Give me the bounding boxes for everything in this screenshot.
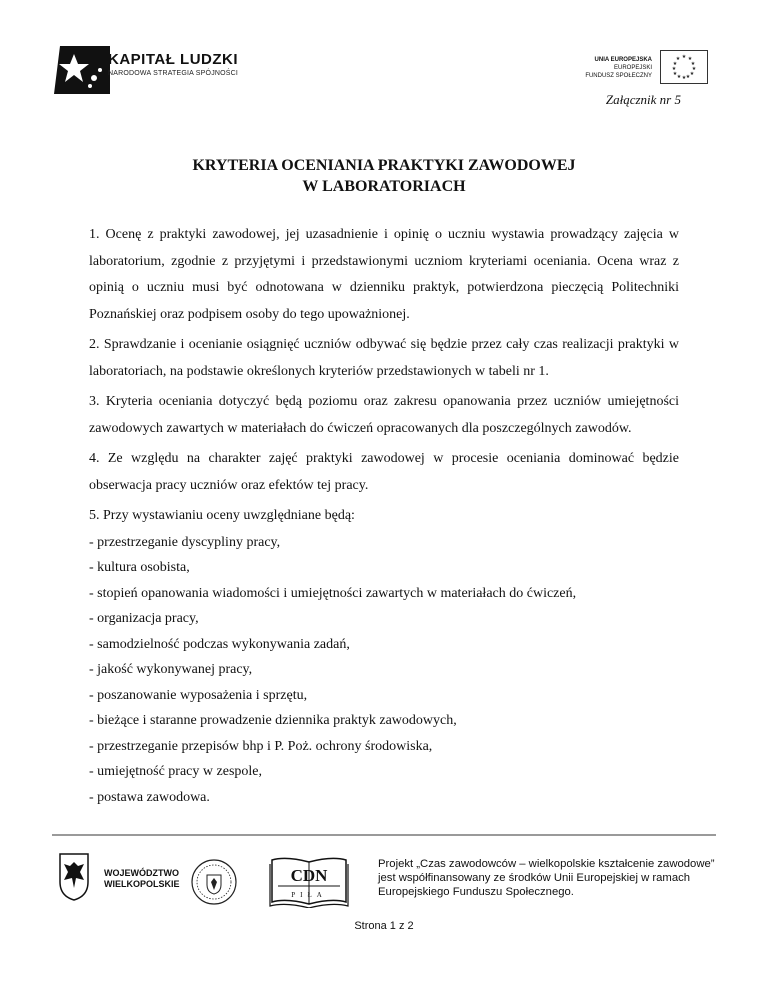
kapital-ludzki-text bbox=[108, 52, 238, 77]
kapital-ludzki-subtitle: NARODOWA STRATEGIA SPÓJNOŚCI bbox=[108, 70, 239, 77]
eu-line-1: UNIA EUROPEJSKA bbox=[594, 57, 652, 63]
svg-text:★: ★ bbox=[676, 74, 682, 80]
title-line-2: W LABORATORIACH bbox=[302, 178, 466, 195]
cdn-text: CDN bbox=[290, 866, 328, 885]
paragraph-5: 5. Przy wystawianiu oceny uwzględniane będą: bbox=[89, 508, 355, 523]
list-item: - umiejętność pracy w zespole, bbox=[89, 764, 262, 779]
wielkopolska-eagle-icon bbox=[56, 852, 92, 902]
cdn-pila-logo bbox=[266, 856, 352, 908]
paragraph-2: 2. Sprawdzanie i ocenianie osiągnięć uczniów odbywać się będzie przez cały czas realizacji praktyki w laboratoriach, na podstawie określonych kryteriów przedstawionych w tabeli nr 1. bbox=[89, 337, 679, 379]
woj-line-1: WOJEWÓDZTWO bbox=[104, 868, 179, 878]
list-item: - jakość wykonywanej pracy, bbox=[89, 662, 253, 677]
svg-text:★: ★ bbox=[687, 56, 693, 62]
cdn-sub-text: PIŁA bbox=[291, 891, 327, 899]
list-item: - bieżące i staranne prowadzenie dziennika praktyk zawodowych, bbox=[89, 713, 457, 728]
eu-line-2: EUROPEJSKI bbox=[613, 65, 652, 71]
project-statement: Projekt „Czas zawodowców – wielkopolskie kształcenie zawodowe” jest współfinansowany ze środków Unii Europejskiej w ramach Europejskiego Funduszu Społecznego. bbox=[378, 858, 715, 898]
list-item: - przestrzeganie przepisów bhp i P. Poż. ochrony środowiska, bbox=[89, 738, 433, 754]
svg-text:★: ★ bbox=[691, 66, 697, 72]
woj-line-2: WIELKOPOLSKIE bbox=[104, 879, 180, 889]
svg-text:★: ★ bbox=[690, 61, 696, 67]
list-item: - kultura osobista, bbox=[89, 560, 190, 575]
kapital-ludzki-logo-icon bbox=[52, 44, 112, 96]
list-item: - organizacja pracy, bbox=[89, 611, 199, 626]
wojewodztwo-text bbox=[104, 868, 180, 890]
annex-label: Załącznik nr 5 bbox=[605, 92, 681, 107]
svg-text:★: ★ bbox=[681, 75, 687, 81]
svg-text:★: ★ bbox=[689, 71, 695, 77]
page-number: Strona 1 z 2 bbox=[354, 920, 414, 932]
document-body bbox=[89, 222, 679, 810]
svg-text:★: ★ bbox=[685, 74, 691, 80]
kapital-ludzki-title: KAPITAŁ LUDZKI bbox=[108, 51, 239, 68]
list-item: - postawa zawodowa. bbox=[89, 789, 210, 805]
list-item: - stopień opanowania wiadomości i umiejętności zawartych w materiałach do ćwiczeń, bbox=[89, 585, 577, 601]
document-title bbox=[0, 155, 768, 197]
footer-divider bbox=[52, 834, 716, 836]
eu-text-block bbox=[585, 56, 652, 80]
round-seal-icon bbox=[189, 857, 239, 907]
svg-text:★: ★ bbox=[672, 61, 678, 67]
svg-text:★: ★ bbox=[681, 54, 687, 60]
svg-text:★: ★ bbox=[672, 71, 678, 77]
list-item: - przestrzeganie dyscypliny pracy, bbox=[89, 534, 281, 550]
svg-text:★: ★ bbox=[671, 66, 677, 72]
list-item: - poszanowanie wyposażenia i sprzętu, bbox=[89, 687, 308, 703]
list-item: - samodzielność podczas wykonywania zadań, bbox=[89, 636, 350, 652]
cdn-book-icon bbox=[266, 856, 352, 908]
paragraph-3: 3. Kryteria oceniania dotyczyć będą poziomu oraz zakresu opanowania przez uczniów umiejętności zawodowych zawartych w materiałach do ćwiczeń opracowanych dla poszczególnych zawodów. bbox=[89, 394, 679, 436]
svg-text:★: ★ bbox=[675, 56, 681, 62]
paragraph-1: 1. Ocenę z praktyki zawodowej, jej uzasadnienie i opinię o uczniu wystawia prowadzący zajęcia w laboratorium, zgodnie z przyjętymi i przedstawionymi uczniom kryteriami oceniania. Ocena wraz z opinią o uczniu musi być odnotowana w dzienniku praktyk, potwierdzona pieczęcią Politechniki Poznańskiej oraz podpisem osoby do tego upoważnionej. bbox=[89, 227, 679, 322]
title-line-1: KRYTERIA OCENIANIA PRAKTYKI ZAWODOWEJ bbox=[192, 157, 576, 174]
paragraph-4: 4. Ze względu na charakter zajęć praktyki zawodowej w procesie oceniania dominować będzie obserwacja pracy uczniów oraz efektów tej pracy. bbox=[89, 451, 679, 493]
eu-flag-icon bbox=[660, 50, 708, 84]
criteria-list bbox=[89, 530, 679, 811]
eu-line-3: FUNDUSZ SPOŁECZNY bbox=[585, 73, 652, 79]
